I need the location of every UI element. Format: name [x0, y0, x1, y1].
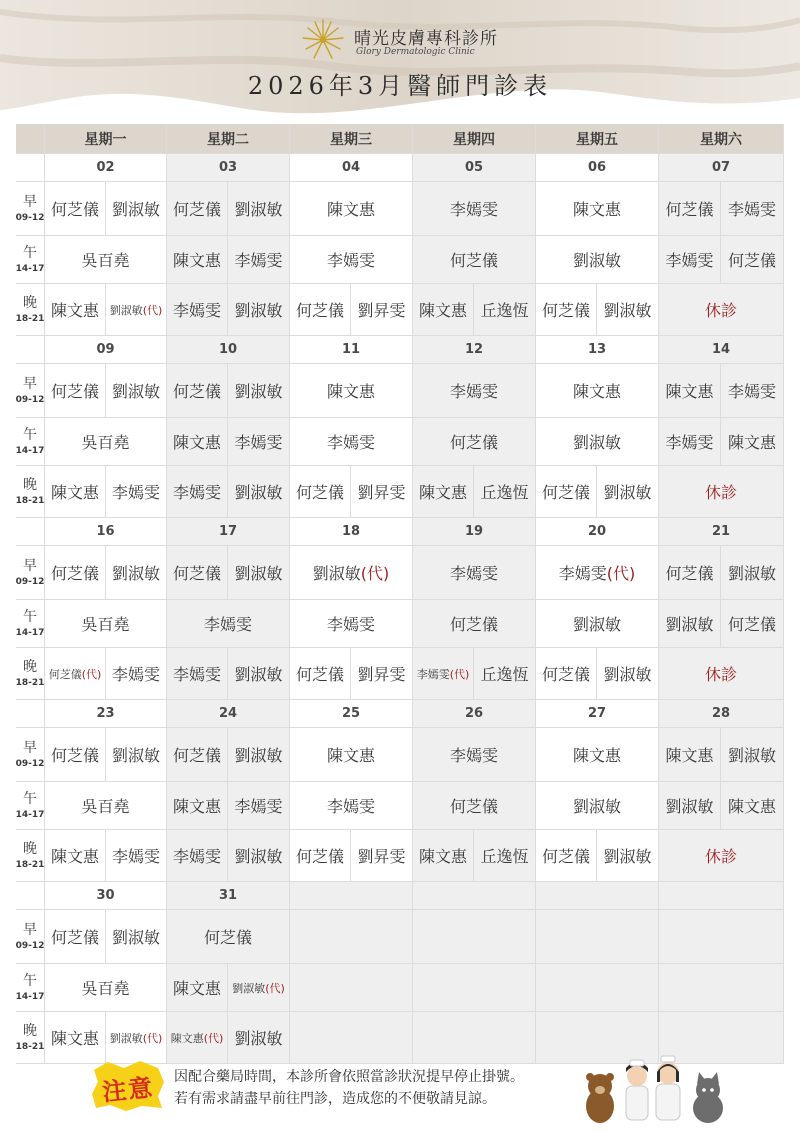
slot-label — [16, 600, 45, 648]
closed-cell: 休診 — [659, 648, 784, 700]
date-cell: 06 — [536, 154, 659, 182]
empty-cell — [659, 910, 784, 964]
page-title: 2026年3月醫師門診表 — [247, 72, 553, 100]
slot-hours: 18-21 — [15, 677, 45, 688]
doctor-cell: 李嫣雯 — [167, 600, 290, 648]
doctor-cell: 李嫣雯 — [659, 236, 721, 284]
doctor-cell: 陳文惠 — [167, 782, 228, 830]
doctor-cell: 陳文惠 — [45, 1012, 106, 1064]
clinic-logo — [300, 18, 520, 62]
date-cell: 31 — [167, 882, 290, 910]
date-cell — [659, 882, 784, 910]
notice-line: 若有需求請盡早前往門診，造成您的不便敬請見諒。 — [174, 1091, 496, 1107]
slot-name: 午 — [23, 608, 37, 625]
slot-hours: 09-12 — [15, 758, 45, 769]
doctor-cell: 劉淑敏 (代) — [106, 1012, 167, 1064]
doctor-cell: 李嫣雯 — [659, 418, 721, 466]
doctor-cell: 李嫣雯 — [167, 466, 228, 518]
doctor-cell: 陳文惠 — [721, 418, 784, 466]
empty-cell — [290, 910, 413, 964]
slot-label — [16, 910, 45, 964]
doctor-cell: 何芝儀 — [290, 466, 351, 518]
doctor-cell: 劉昇雯 — [351, 284, 413, 336]
doctor-cell: 何芝儀 — [413, 782, 536, 830]
doctor-cell: 何芝儀 — [45, 546, 106, 600]
doctor-cell: 何芝儀 — [167, 182, 228, 236]
doctor-cell: 陳文惠 — [45, 466, 106, 518]
empty-cell — [659, 964, 784, 1012]
weekday-header: 星期一 — [45, 124, 167, 154]
empty-cell — [413, 910, 536, 964]
doctor-cell: 劉淑敏 — [228, 546, 290, 600]
doctor-cell: 李嫣雯 — [228, 236, 290, 284]
doctor-cell: 劉淑敏 — [597, 830, 659, 882]
doctor-cell: 何芝儀 — [45, 910, 106, 964]
slot-label — [16, 284, 45, 336]
doctor-cell: 劉淑敏 (代) — [228, 964, 290, 1012]
doctor-cell: 李嫣雯 — [290, 418, 413, 466]
date-cell: 17 — [167, 518, 290, 546]
doctor-cell: 李嫣雯 — [167, 830, 228, 882]
slot-hours: 14-17 — [15, 991, 45, 1002]
doctor-cell: 陳文惠 — [290, 364, 413, 418]
doctor-cell: 陳文惠 — [167, 418, 228, 466]
date-row-label — [16, 518, 45, 546]
doctor-cell: 陳文惠 — [167, 964, 228, 1012]
doctor-cell: 劉淑敏 — [597, 648, 659, 700]
doctor-cell: 陳文惠 — [45, 284, 106, 336]
doctor-cell: 李嫣雯 — [228, 782, 290, 830]
doctor-cell: 劉昇雯 — [351, 830, 413, 882]
slot-name: 午 — [23, 972, 37, 989]
empty-cell — [413, 964, 536, 1012]
slot-name: 晚 — [23, 658, 37, 675]
doctor-cell: 劉淑敏 — [597, 466, 659, 518]
date-cell: 20 — [536, 518, 659, 546]
doctor-cell: 劉淑敏 — [228, 466, 290, 518]
closed-cell: 休診 — [659, 284, 784, 336]
doctor-cell: 李嫣雯 — [106, 648, 167, 700]
slot-hours: 14-17 — [15, 627, 45, 638]
doctor-cell: 何芝儀 — [413, 418, 536, 466]
slot-label — [16, 728, 45, 782]
doctor-cell: 劉淑敏 — [228, 830, 290, 882]
date-cell: 10 — [167, 336, 290, 364]
slot-name: 晚 — [23, 1022, 37, 1039]
doctor-cell: 劉淑敏 — [536, 782, 659, 830]
slot-hours: 09-12 — [15, 212, 45, 223]
notice-badge-label: 注意 — [100, 1073, 156, 1107]
doctor-cell: 何芝儀 — [167, 364, 228, 418]
doctor-cell: 劉淑敏 — [106, 910, 167, 964]
slot-hours: 09-12 — [15, 940, 45, 951]
slot-label — [16, 830, 45, 882]
doctor-cell: 何芝儀 (代) — [45, 648, 106, 700]
doctor-cell: 何芝儀 — [413, 236, 536, 284]
doctor-cell: 劉淑敏 — [536, 600, 659, 648]
date-cell: 13 — [536, 336, 659, 364]
doctor-cell: 何芝儀 — [45, 182, 106, 236]
doctor-cell: 何芝儀 — [167, 910, 290, 964]
slot-name: 午 — [23, 790, 37, 807]
doctor-cell: 何芝儀 — [167, 546, 228, 600]
doctor-cell: 陳文惠 — [536, 728, 659, 782]
doctor-cell: 李嫣雯 — [167, 284, 228, 336]
doctor-cell: 劉淑敏 — [597, 284, 659, 336]
doctor-cell: 陳文惠 — [659, 364, 721, 418]
empty-cell — [290, 964, 413, 1012]
date-row-label — [16, 700, 45, 728]
slot-label — [16, 964, 45, 1012]
doctor-cell: 劉昇雯 — [351, 648, 413, 700]
doctor-cell: 何芝儀 — [413, 600, 536, 648]
slot-hours: 18-21 — [15, 1041, 45, 1052]
date-cell: 11 — [290, 336, 413, 364]
doctor-cell: 李嫣雯 (代) — [413, 648, 474, 700]
doctor-cell: 劉淑敏 — [106, 728, 167, 782]
slot-label — [16, 182, 45, 236]
slot-hours: 18-21 — [15, 313, 45, 324]
doctor-cell: 陳文惠 — [536, 364, 659, 418]
doctor-cell: 劉淑敏 (代) — [106, 284, 167, 336]
doctor-cell: 陳文惠 — [536, 182, 659, 236]
closed-cell: 休診 — [659, 830, 784, 882]
doctor-cell: 吳百堯 — [45, 236, 167, 284]
doctor-cell: 吳百堯 — [45, 600, 167, 648]
doctor-cell: 李嫣雯 (代) — [536, 546, 659, 600]
doctor-cell: 李嫣雯 — [106, 466, 167, 518]
doctor-cell: 陳文惠 — [45, 830, 106, 882]
doctor-cell: 劉淑敏 — [228, 284, 290, 336]
date-cell: 25 — [290, 700, 413, 728]
weekday-header: 星期三 — [290, 124, 413, 154]
doctor-cell: 陳文惠 — [721, 782, 784, 830]
doctor-cell: 李嫣雯 — [167, 648, 228, 700]
doctor-cell: 劉淑敏 — [536, 418, 659, 466]
doctor-cell: 陳文惠 — [167, 236, 228, 284]
doctor-cell: 何芝儀 — [659, 182, 721, 236]
date-cell: 27 — [536, 700, 659, 728]
schedule-table — [16, 124, 784, 1054]
slot-hours: 18-21 — [15, 495, 45, 506]
doctor-cell: 何芝儀 — [290, 284, 351, 336]
doctor-cell: 陳文惠 — [290, 728, 413, 782]
date-cell: 24 — [167, 700, 290, 728]
date-cell: 05 — [413, 154, 536, 182]
doctor-cell: 何芝儀 — [536, 830, 597, 882]
doctor-cell: 劉淑敏 — [659, 782, 721, 830]
doctor-cell: 何芝儀 — [45, 364, 106, 418]
doctor-cell: 劉淑敏 — [228, 182, 290, 236]
date-row-label — [16, 336, 45, 364]
notice-line: 因配合藥局時間，本診所會依照當診狀況提早停止掛號。 — [174, 1069, 524, 1085]
date-cell — [290, 882, 413, 910]
doctor-cell: 陳文惠 (代) — [167, 1012, 228, 1064]
doctor-cell: 丘逸恆 — [474, 830, 536, 882]
notice-text — [174, 1066, 524, 1110]
doctor-cell: 李嫣雯 — [290, 236, 413, 284]
slot-label — [16, 782, 45, 830]
date-cell: 30 — [45, 882, 167, 910]
date-cell: 09 — [45, 336, 167, 364]
slot-label — [16, 418, 45, 466]
date-row-label — [16, 882, 45, 910]
doctor-cell: 陳文惠 — [413, 830, 474, 882]
doctor-cell: 吳百堯 — [45, 782, 167, 830]
slot-name: 早 — [23, 375, 37, 392]
slot-hours: 09-12 — [15, 576, 45, 587]
slot-name: 晚 — [23, 294, 37, 311]
doctor-cell: 何芝儀 — [536, 466, 597, 518]
doctor-cell: 劉淑敏 (代) — [290, 546, 413, 600]
slot-name: 晚 — [23, 840, 37, 857]
doctor-cell: 何芝儀 — [45, 728, 106, 782]
doctor-cell: 何芝儀 — [721, 236, 784, 284]
slot-label — [16, 364, 45, 418]
doctor-cell: 陳文惠 — [413, 284, 474, 336]
date-cell — [536, 882, 659, 910]
weekday-header: 星期二 — [167, 124, 290, 154]
doctor-cell: 吳百堯 — [45, 964, 167, 1012]
doctor-cell: 丘逸恆 — [474, 466, 536, 518]
sunburst-logo-icon — [300, 18, 346, 62]
doctor-cell: 陳文惠 — [290, 182, 413, 236]
weekday-header: 星期四 — [413, 124, 536, 154]
doctor-cell: 何芝儀 — [659, 546, 721, 600]
slot-name: 晚 — [23, 476, 37, 493]
date-cell: 14 — [659, 336, 784, 364]
date-cell: 18 — [290, 518, 413, 546]
doctor-cell: 李嫣雯 — [413, 182, 536, 236]
weekday-header: 星期六 — [659, 124, 784, 154]
weekday-header: 星期五 — [536, 124, 659, 154]
slot-name: 早 — [23, 739, 37, 756]
doctor-cell: 劉淑敏 — [536, 236, 659, 284]
date-cell: 07 — [659, 154, 784, 182]
slot-hours: 18-21 — [15, 859, 45, 870]
doctor-cell: 丘逸恆 — [474, 284, 536, 336]
date-cell: 26 — [413, 700, 536, 728]
doctor-cell: 何芝儀 — [290, 648, 351, 700]
slot-name: 早 — [23, 193, 37, 210]
empty-cell — [536, 910, 659, 964]
doctor-cell: 劉淑敏 — [721, 728, 784, 782]
date-cell: 16 — [45, 518, 167, 546]
doctor-cell: 劉淑敏 — [721, 546, 784, 600]
date-cell: 19 — [413, 518, 536, 546]
clinic-name-cn: 晴光皮膚專科診所 — [354, 29, 498, 49]
doctor-cell: 劉昇雯 — [351, 466, 413, 518]
date-cell: 02 — [45, 154, 167, 182]
clinic-name-en: Glory Dermatologic Clinic — [356, 47, 475, 57]
slot-name: 午 — [23, 426, 37, 443]
doctor-cell: 劉淑敏 — [228, 1012, 290, 1064]
slot-label — [16, 648, 45, 700]
notice-section — [0, 1054, 800, 1132]
date-row-label — [16, 154, 45, 182]
doctor-cell: 李嫣雯 — [106, 830, 167, 882]
slot-hours: 14-17 — [15, 263, 45, 274]
doctor-cell: 劉淑敏 — [228, 648, 290, 700]
slot-hours: 14-17 — [15, 809, 45, 820]
doctor-cell: 劉淑敏 — [228, 364, 290, 418]
doctor-cell: 李嫣雯 — [290, 600, 413, 648]
doctor-cell: 何芝儀 — [536, 648, 597, 700]
empty-cell — [536, 964, 659, 1012]
closed-cell: 休診 — [659, 466, 784, 518]
date-cell: 21 — [659, 518, 784, 546]
doctor-cell: 劉淑敏 — [106, 182, 167, 236]
doctor-cell: 李嫣雯 — [413, 728, 536, 782]
slot-label — [16, 546, 45, 600]
slot-label — [16, 466, 45, 518]
doctor-cell: 李嫣雯 — [413, 364, 536, 418]
slot-name: 早 — [23, 921, 37, 938]
doctor-cell: 何芝儀 — [290, 830, 351, 882]
date-cell: 23 — [45, 700, 167, 728]
doctor-cell: 劉淑敏 — [106, 364, 167, 418]
doctor-cell: 李嫣雯 — [290, 782, 413, 830]
slot-label — [16, 236, 45, 284]
doctor-cell: 劉淑敏 — [659, 600, 721, 648]
doctor-cell: 丘逸恆 — [474, 648, 536, 700]
doctor-cell: 何芝儀 — [536, 284, 597, 336]
slot-hours: 14-17 — [15, 445, 45, 456]
doctor-cell: 李嫣雯 — [721, 364, 784, 418]
doctor-cell: 何芝儀 — [167, 728, 228, 782]
date-cell: 12 — [413, 336, 536, 364]
staff-and-animals-illustration-icon — [580, 1054, 730, 1126]
doctor-cell: 李嫣雯 — [721, 182, 784, 236]
date-cell: 28 — [659, 700, 784, 728]
doctor-cell: 陳文惠 — [413, 466, 474, 518]
date-cell: 04 — [290, 154, 413, 182]
date-cell — [413, 882, 536, 910]
doctor-cell: 劉淑敏 — [106, 546, 167, 600]
doctor-cell: 吳百堯 — [45, 418, 167, 466]
weekday-header-corner — [16, 124, 45, 154]
doctor-cell: 何芝儀 — [721, 600, 784, 648]
doctor-cell: 李嫣雯 — [413, 546, 536, 600]
doctor-cell: 劉淑敏 — [228, 728, 290, 782]
slot-name: 早 — [23, 557, 37, 574]
slot-name: 午 — [23, 244, 37, 261]
doctor-cell: 陳文惠 — [659, 728, 721, 782]
date-cell: 03 — [167, 154, 290, 182]
doctor-cell: 李嫣雯 — [228, 418, 290, 466]
slot-hours: 09-12 — [15, 394, 45, 405]
